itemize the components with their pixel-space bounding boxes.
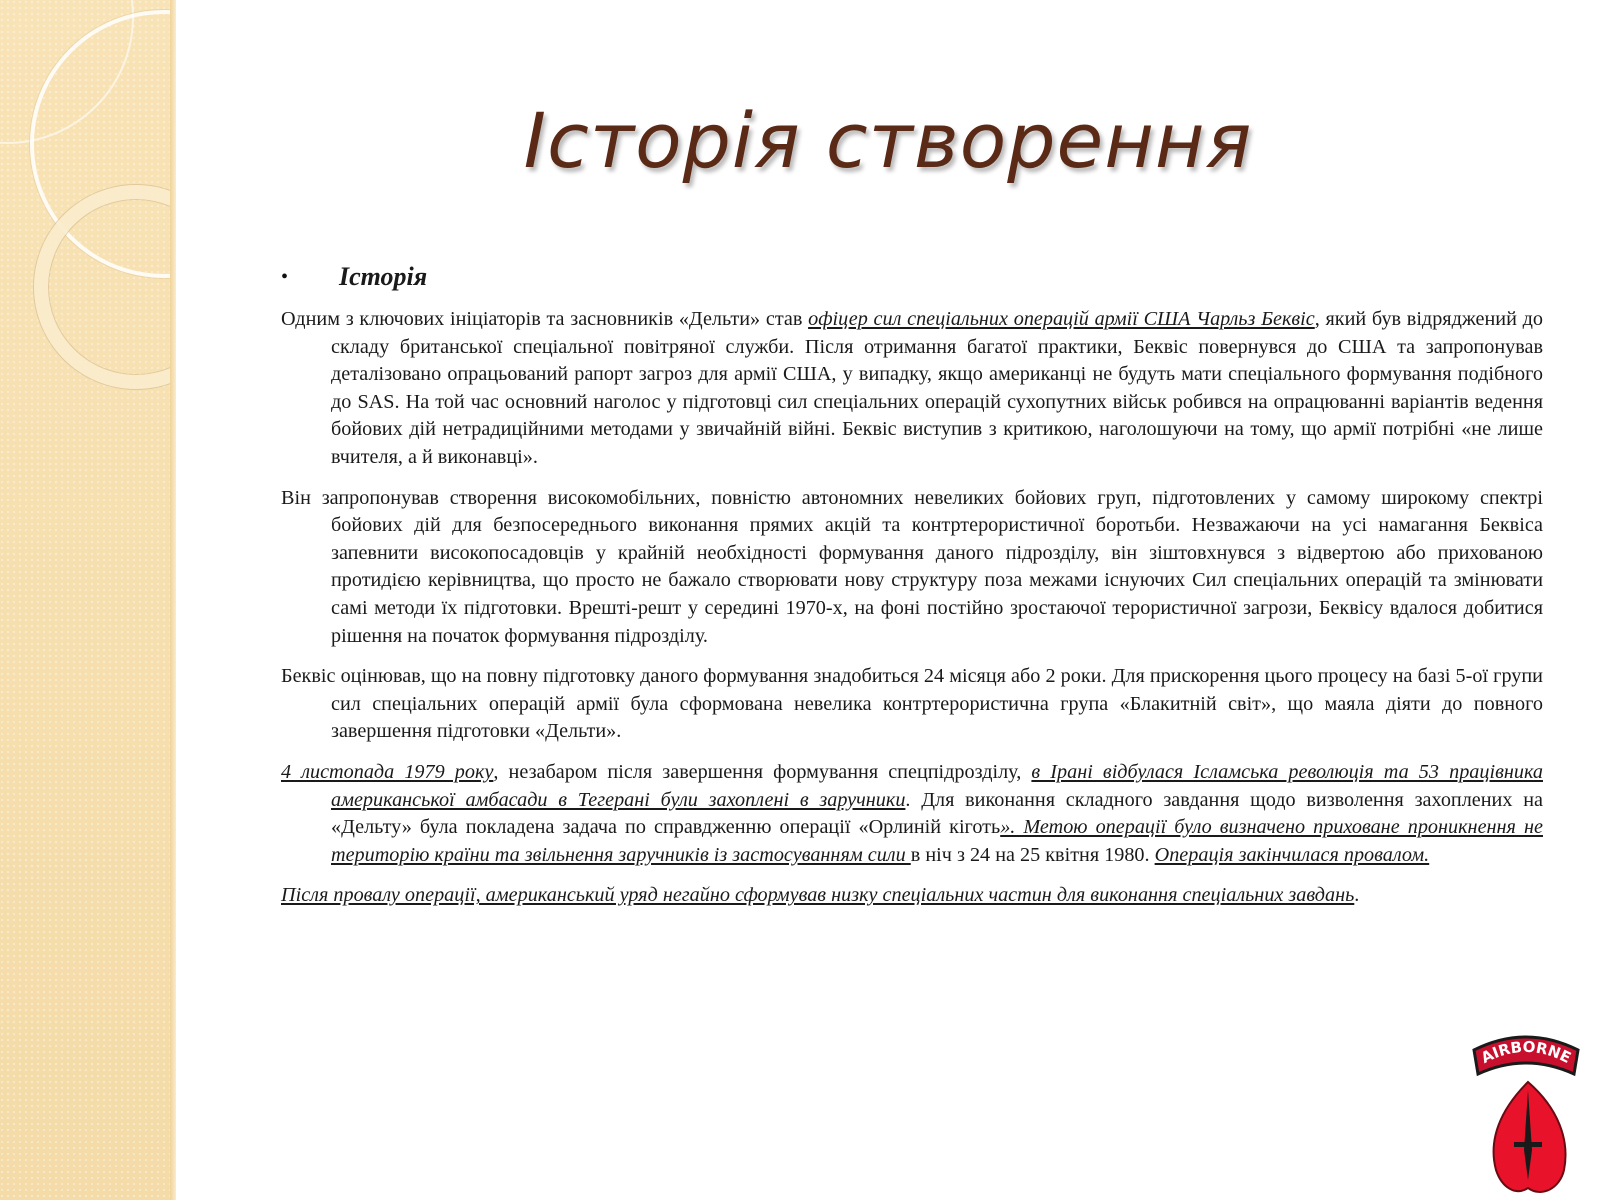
section-heading — [281, 262, 1543, 292]
body-paragraph — [281, 882, 1543, 910]
hyperlink[interactable]: 4 листопада 1979 року — [281, 760, 494, 783]
slide-content — [281, 262, 1543, 923]
hyperlink[interactable]: офіцер сил спеціальних операцій армії США Чарльз Беквіс — [808, 308, 1315, 330]
hyperlink[interactable]: Після провалу операції, американський уряд негайно сформував низку спеціальних частин для виконання спеціальних завдань — [281, 884, 1355, 907]
paragraph-text: в ніч з 24 на 25 квітня 1980. — [910, 843, 1155, 866]
paragraph-text: , який був відряджений до складу британської спеціальної повітряної служби. Після отримання багатої практики, Беквіс повернувся до США та запропонував деталізовано опрацьований рапорт загроз для армії США, у випадку, якщо американці не будуть мати спеціального формування подібного до SAS. На той час основний наголос у підготовці сил спеціальних операцій сухопутних військ робився на опрацюванні варіантів ведення бойових дій нетрадиційними методами у звичайній війні. Беквіс виступив з критикою, наголошуючи на тому, що армії потрібні «не лише вчителя, а й виконавці». — [331, 308, 1543, 468]
hyperlink[interactable]: ». Метою операції було визначено приховане проникнення не територію країни та звільнення заручників із застосуванням сили — [331, 816, 1543, 866]
paragraph-text: Одним з ключових ініціаторів та засновників «Дельти» став — [281, 308, 809, 330]
body-paragraph — [281, 485, 1543, 651]
paragraph-list — [281, 306, 1543, 910]
paragraph-text: . Для виконання складного завдання щодо визволення захоплених на «Дельту» була покладена задача по справдженню операції «Орлиній кіготь — [331, 788, 1543, 839]
paragraph-text: Беквіс оцінював, що на повну підготовку даного формування знадобиться 24 місяця або 2 роки. Для прискорення цього процесу на базі 5-ої групи сил спеціальних операцій армії була сформована невелика контртерористична група «Блакитній світ», що маяла діяти до повного завершення підготовки «Дельти». — [281, 665, 1543, 743]
body-paragraph — [281, 663, 1543, 746]
paragraph-text: , незабаром після завершення формування спецпідрозділу, — [493, 760, 1032, 783]
hyperlink[interactable]: в Ірані відбулася Ісламська революція та 53 працівника американської амбасади в Тегерані були захоплені в заручники — [331, 760, 1543, 811]
bullet-icon: • — [281, 265, 289, 288]
section-heading-text: Історія — [339, 262, 428, 291]
airborne-special-forces-logo — [1466, 1030, 1586, 1200]
dagger-guard — [1514, 1142, 1542, 1147]
hyperlink[interactable]: Операція закінчилася провалом. — [1154, 843, 1430, 866]
airborne-banner-text: AIRBORNE — [1478, 1037, 1574, 1067]
paragraph-text: . — [1354, 884, 1360, 907]
body-paragraph — [281, 759, 1543, 869]
body-paragraph — [281, 306, 1543, 472]
paragraph-text: Він запропонував створення високомобільних, повністю автономних невеликих бойових груп, підготовлених у самому широкому спектрі бойових дій для безпосереднього виконання прямих акцій та контртерористичної боротьби. Незважаючи на усі намагання Беквіса запевнити високопосадовців у крайній необхідності формування даного підрозділу, він зіштовхнувся з відвертою або прихованою протидією керівництва, що просто не бажало створювати нову структуру поза межами існуючих Сил спеціальних операцій та змінювати самі методи їх підготовки. Врешті-решт у середині 1970-х, на фоні постійно зростаючої терористичної загрози, Беквісу вдалося добитися рішення на початок формування підрозділу. — [281, 486, 1543, 647]
decorative-sidebar — [0, 0, 176, 1200]
slide-title: Історія створення — [523, 96, 1253, 185]
